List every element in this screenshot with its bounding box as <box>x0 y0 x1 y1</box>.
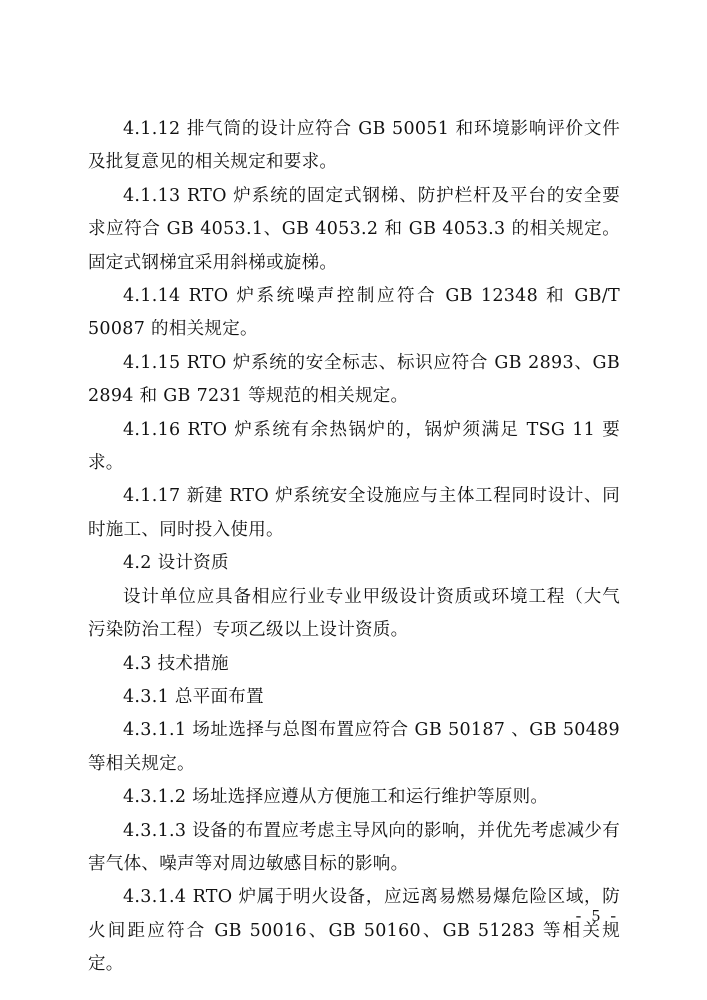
clause-4-3-1-4: 4.3.1.4 RTO 炉属于明火设备，应远离易燃易爆危险区域，防火间距应符合 GB 50016、GB 50160、GB 51283 等相关规定。 <box>88 887 620 975</box>
clause-4-1-13: 4.1.13 RTO 炉系统的固定式钢梯、防护栏杆及平台的安全要求应符合 GB 4053.1、GB 4053.2 和 GB 4053.3 的相关规定。固定式钢梯宜采用斜梯或旋梯。 <box>88 185 620 273</box>
page-number: - 5 - <box>575 906 619 925</box>
clause-4-3-1-2: 4.3.1.2 场址选择应遵从方便施工和运行维护等原则。 <box>123 787 549 808</box>
section-heading-4-2: 4.2 设计资质 <box>123 553 229 574</box>
document-body <box>88 113 620 982</box>
qualification-paragraph: 设计单位应具备相应行业专业甲级设计资质或环境工程（大气污染防治工程）专项乙级以上设计资质。 <box>88 586 620 641</box>
clause-4-1-12: 4.1.12 排气筒的设计应符合 GB 50051 和环境影响评价文件及批复意见的相关规定和要求。 <box>88 119 620 173</box>
section-heading-4-3: 4.3 技术措施 <box>123 653 229 674</box>
clause-4-3-1-1: 4.3.1.1 场址选择与总图布置应符合 GB 50187 、GB 50489 等相关规定。 <box>88 720 620 774</box>
clause-4-3-1-3: 4.3.1.3 设备的布置应考虑主导风向的影响，并优先考虑减少有害气体、噪声等对周边敏感目标的影响。 <box>88 820 620 874</box>
subsection-heading-4-3-1: 4.3.1 总平面布置 <box>123 686 264 707</box>
clause-4-1-17: 4.1.17 新建 RTO 炉系统安全设施应与主体工程同时设计、同时施工、同时投入使用。 <box>88 486 620 540</box>
clause-4-1-14: 4.1.14 RTO 炉系统噪声控制应符合 GB 12348 和 GB/T 50087 的相关规定。 <box>88 286 620 340</box>
clause-4-1-16: 4.1.16 RTO 炉系统有余热锅炉的，锅炉须满足 TSG 11 要求。 <box>88 419 620 474</box>
clause-4-1-15: 4.1.15 RTO 炉系统的安全标志、标识应符合 GB 2893、GB 2894 和 GB 7231 等规范的相关规定。 <box>88 352 620 407</box>
